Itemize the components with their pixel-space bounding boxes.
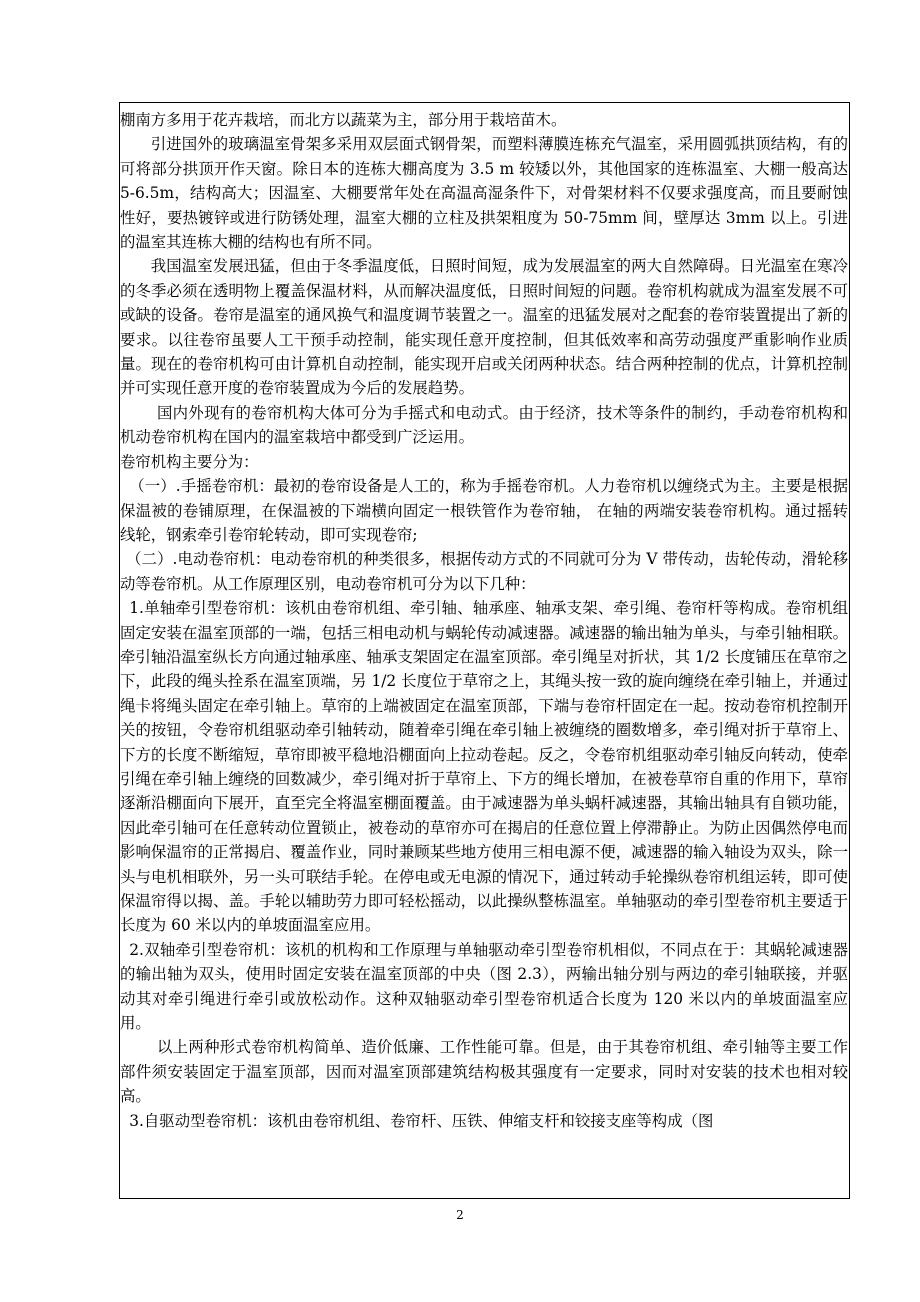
paragraph: 卷帘机构主要分为： <box>120 452 259 471</box>
paragraph: 国内外现有的卷帘机构大体可分为手摇式和电动式。由于经济，技术等条件的制约，手动卷帘机构和机动卷帘机构在国内的温室栽培中都受到广泛运用。 <box>120 403 848 447</box>
paragraph: 3.自驱动型卷帘机：该机由卷帘机组、卷帘杆、压铁、伸缩支杆和铰接支座等构成（图 <box>129 1111 714 1130</box>
paragraph: （一）.手摇卷帘机：最初的卷帘设备是人工的，称为手摇卷帘机。人力卷帘机以缠绕式为主。主要是根据保温被的卷铺原理，在保温被的下端横向固定一根铁管作为卷帘轴， 在轴的两端安装卷帘机构。通过摇转线轮，钢索牵引卷帘轮转动，即可实现卷帘; <box>120 477 848 544</box>
paragraph: 棚南方多用于花卉栽培，而北方以蔬菜为主，部分用于栽培苗木。 <box>120 111 567 129</box>
paragraph: （二）.电动卷帘机：电动卷帘机的种类很多，根据传动方式的不同就可分为 V 带传动，齿轮传动，滑轮移动等卷帘机。从工作原理区别，电动卷帘机可分为以下几种： <box>120 550 848 593</box>
paragraph: 我国温室发展迅猛，但由于冬季温度低，日照时间短，成为发展温室的两大自然障碍。日光温室在寒冷的冬季必须在透明物上覆盖保温材料，从而解决温度低，日照时间短的问题。卷帘机构就成为温室发展不可或缺的设备。卷帘是温室的通风换气和温度调节装置之一。温室的迅猛发展对之配套的卷帘装置提出了新的要求。以往卷帘虽要人工干预手动控制，能实现任意开度控制，但其低效率和高劳动强度严重影响作业质量。现在的卷帘机构可由计算机自动控制，能实现开启或关闭两种状态。结合两种控制的优点，计算机控制并可实现任意开度的卷帘装置成为今后的发展趋势。 <box>120 257 848 398</box>
paragraph: 以上两种形式卷帘机构简单、造价低廉、工作性能可靠。但是，由于其卷帘机组、牵引轴等主要工作部件须安装固定于温室顶部，因而对温室顶部建筑结构极其强度有一定要求，同时对安装的技术也相对较高。 <box>120 1038 848 1106</box>
page-number: 2 <box>456 1208 464 1222</box>
paragraph: 2.双轴牵引型卷帘机：该机的机构和工作原理与单轴驱动牵引型卷帘机相似，不同点在于：其蜗轮减速器的输出轴为双头，使用时固定安装在温室顶部的中央（图 2.3），两输出轴分别与两边的牵引轴联接，并驱动其对牵引绳进行牵引或放松动作。这种双轴驱动牵引型卷帘机适合长度为 120 米以内的单坡面温室应用。 <box>120 940 848 1033</box>
document-body <box>120 108 848 1133</box>
paragraph: 引进国外的玻璃温室骨架多采用双层面式钢骨架，而塑料薄膜连栋充气温室，采用圆弧拱顶结构，有的可将部分拱顶开作天窗。除日本的连栋大棚高度为 3.5 m 较矮以外，其他国家的连栋温室、大棚一般高达 5-6.5m，结构高大；因温室、大棚要常年处在高温高湿条件下，对骨架材料不仅要求强度高，而且要耐蚀性好，要热镀锌或进行防锈处理，温室大棚的立柱及拱架粗度为 50-75mm 间，壁厚达 3mm 以上。引进的温室其连栋大棚的结构也有所不同。 <box>120 135 848 252</box>
paragraph: 1.单轴牵引型卷帘机：该机由卷帘机组、牵引轴、轴承座、轴承支架、牵引绳、卷帘杆等构成。卷帘机组固定安装在温室顶部的一端，包括三相电动机与蜗轮传动减速器。减速器的输出轴为单头，与牵引轴相联。牵引轴沿温室纵长方向通过轴承座、轴承支架固定在温室顶部。牵引绳呈对折状，其 1/2 长度铺压在草帘之下，此段的绳头拴系在温室顶端，另 1/2 长度位于草帘之上，其绳头按一致的旋向缠绕在牵引轴上，并通过绳卡将绳头固定在牵引轴上。草帘的上端被固定在温室顶部，下端与卷帘杆固定在一起。按动卷帘机控制开关的按钮，令卷帘机组驱动牵引轴转动，随着牵引绳在牵引轴上被缠绕的圈数增多，牵引绳对折于草帘上、下方的长度不断缩短，草帘即被平稳地沿棚面向上拉动卷起。反之，令卷帘机组驱动牵引轴反向转动，使牵引绳在牵引轴上缠绕的回数减少，牵引绳对折于草帘上、下方的绳长增加，在被卷草帘自重的作用下，草帘逐渐沿棚面向下展开，直至完全将温室棚面覆盖。由于减速器为单头蜗杆减速器，其输出轴具有自锁功能，因此牵引轴可在任意转动位置锁止，被卷动的草帘亦可在揭启的任意位置上停滞静止。为防止因偶然停电而影响保温帘的正常揭启、覆盖作业，同时兼顾某些地方使用三相电源不便，减速器的输入轴设为双头，除一头与电机相联外，另一头可联结手轮。在停电或无电源的情况下，通过转动手轮操纵卷帘机组运转，即可使保温帘得以揭、盖。手轮以辅助劳力即可轻松摇动，以此操纵整栋温室。单轴驱动的牵引型卷帘机主要适于长度为 60 米以内的单坡面温室应用。 <box>120 599 848 935</box>
